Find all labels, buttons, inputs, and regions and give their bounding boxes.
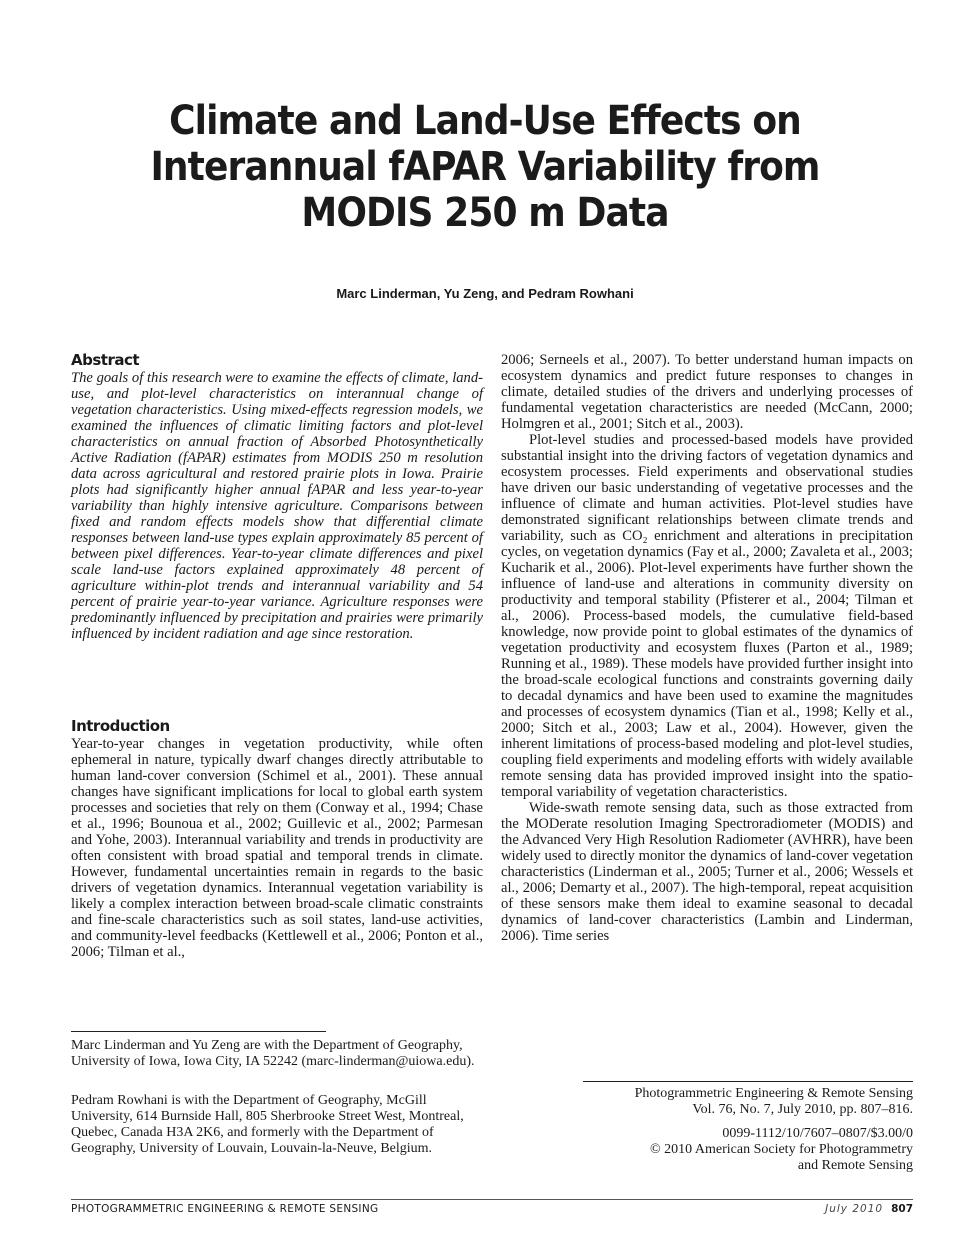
abstract-section [71,352,483,642]
footer-page-number: 807 [891,1203,913,1215]
right-paragraph-3: Wide-swath remote sensing data, such as those extracted from the MODerate resolution Imaging Spectroradiometer (MODIS) and the Advanced Very High Resolution Radiometer (AVHRR), have been widely used to directly monitor the dynamics of land-cover vegetation characteristics (Linderman et al., 2005; Turner et al., 2006; Wessels et al., 2006; Demarty et al., 2007). The high-temporal, repeat acquisition of these sensors make them ideal to examine seasonal to decadal dynamics of land-cover characteristics (Lambin and Linderman, 2006). Time series [501,800,913,944]
footnote-affiliation-2: Pedram Rowhani is with the Department of Geography, McGill University, 614 Burnside Hall, 805 Sherbrooke Street West, Montreal, Quebec, Canada H3A 2K6, and formerly with the Department of Geography, University of Louvain, Louvain-la-Neuve, Belgium. [71,1093,464,1156]
footer-divider [71,1199,913,1200]
publication-divider [583,1081,913,1082]
footnote-divider [71,1031,326,1032]
author-list: Marc Linderman, Yu Zeng, and Pedram Rowhani [336,286,634,301]
footer-journal-name: PHOTOGRAMMETRIC ENGINEERING & REMOTE SENSING [71,1203,379,1215]
introduction-heading: Introduction [71,717,170,735]
introduction-text: Year-to-year changes in vegetation productivity, while often ephemeral in nature, typically dwarf changes directly attributable to human land-cover conversion (Schimel et al., 2001). These annual changes have significant implications for local to global earth system processes and societies that rely on them (Conway et al., 1994; Chase et al., 1996; Bounoua et al., 2002; Guillevic et al., 2002; Parmesan and Yohe, 2003). Interannual variability and trends in productivity are often consistent with broad spatial and temporal trends in climate. However, fundamental uncertainties remain in regards to the basic drivers of vegetation dynamics. Interannual vegetation variability is likely a complex interaction between broad-scale climatic constraints and fine-scale characteristics such as soil states, land-use activities, and community-level feedbacks (Kettlewell et al., 2006; Ponton et al., 2006; Tilman et al., [71,736,483,960]
paper-title: Climate and Land-Use Effects on Interannual fAPAR Variability from MODIS 250 m Data [150,98,820,236]
right-paragraph-1: 2006; Serneels et al., 2007). To better understand human impacts on ecosystem dynamics and predict future responses to changes in climate, detailed studies of the drivers and underlying processes of fundamental vegetation characteristics are needed (McCann, 2000; Holmgren et al., 2001; Sitch et al., 2003). [501,352,913,432]
right-paragraph-2: Plot-level studies and processed-based models have provided substantial insight into the driving factors of vegetation dynamics and ecosystem processes. Field experiments and observational studies have driven our basic understanding of vegetative processes and the influence of climate and human activities. Plot-level studies have demonstrated significant relationships between climate trends and variability, such as CO₂ enrichment and alterations in precipitation cycles, on vegetation dynamics (Fay et al., 2000; Zavaleta et al., 2003; Kucharik et al., 2006). Plot-level experiments have further shown the influence of land-use and alterations in community diversity on productivity and temporal stability (Pfisterer et al., 2004; Tilman et al., 2006). Process-based models, the cumulative field-based knowledge, now provide point to global estimates of the dynamics of vegetation productivity and ecosystem fluxes (Parton et al., 1989; Running et al., 1989). These models have provided further insight into the broad-scale ecological functions and constraints governing daily to decadal dynamics and have been used to examine the magnitudes and processes of ecosystem dynamics (Tian et al., 1998; Kelly et al., 2000; Sitch et al., 2003; Law et al., 2004). However, given the inherent limitations of process-based modeling and plot-level studies, coupling field experiments and modeling efforts with widely available remote sensing data has provided improved insight into the spatio-temporal variability of vegetation characteristics. [501,432,913,800]
introduction-section [71,718,483,960]
publication-copyright-line2: and Remote Sensing [797,1158,913,1173]
abstract-heading: Abstract [71,351,140,369]
footer-page-info [825,1203,913,1215]
publication-code: 0099-1112/10/7607–0807/$3.00/0 [722,1126,913,1141]
right-column [501,352,913,944]
publication-journal: Photogrammetric Engineering & Remote Sensing [634,1086,913,1101]
footer-issue-date: July 2010 [825,1203,884,1215]
publication-volume: Vol. 76, No. 7, July 2010, pp. 807–816. [692,1102,913,1117]
footnote-affiliation-1: Marc Linderman and Yu Zeng are with the Department of Geography, University of Iowa, Iowa City, IA 52242 (marc-linderman@uiowa.edu). [71,1038,475,1069]
publication-copyright: © 2010 American Society for Photogrammetry [650,1142,913,1157]
abstract-text: The goals of this research were to examine the effects of climate, land-use, and plot-level characteristics on interannual change of vegetation characteristics. Using mixed-effects regression models, we examined the influences of climatic limiting factors and plot-level characteristics on annual fraction of Absorbed Photosynthetically Active Radiation (fAPAR) estimates from MODIS 250 m resolution data across agricultural and restored prairie plots in Iowa. Prairie plots had significantly higher annual fAPAR and less year-to-year variability than highly intensive agriculture. Comparisons between fixed and random effects models show that differential climate responses between land-use types explain approximately 85 percent of between pixel differences. Year-to-year climate differences and pixel scale land-use factors explained approximately 48 percent of agriculture within-plot trends and interannual variability and 54 percent of prairie year-to-year variance. Agriculture responses were predominantly influenced by precipitation and prairies were primarily influenced by incident radiation and age since restoration. [71,370,483,642]
